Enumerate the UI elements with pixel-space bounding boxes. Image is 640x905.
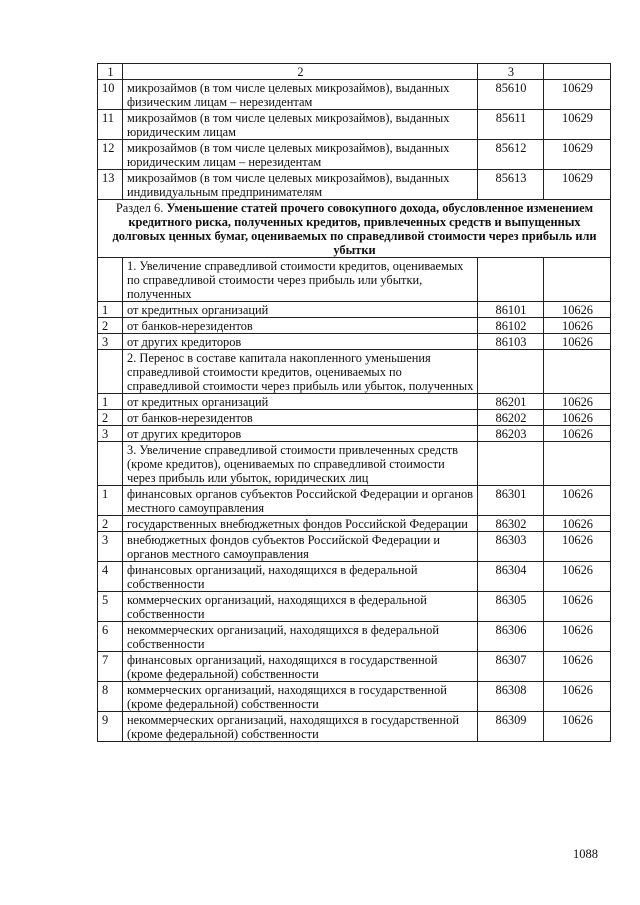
row-description: финансовых организаций, находящихся в государственной (кроме федеральной) собственности [123, 652, 478, 682]
symbol-code: 10626 [544, 302, 611, 318]
table-row [98, 592, 611, 622]
table-row [98, 140, 611, 170]
symbol-code: 10626 [544, 410, 611, 426]
table-row [98, 110, 611, 140]
account-code: 86301 [478, 486, 544, 516]
account-code: 86203 [478, 426, 544, 442]
row-description: государственных внебюджетных фондов Российской Федерации [123, 516, 478, 532]
row-description: коммерческих организаций, находящихся в государственной (кроме федеральной) собственности [123, 682, 478, 712]
symbol-code: 10626 [544, 532, 611, 562]
row-description: финансовых органов субъектов Российской Федерации и органов местного самоуправления [123, 486, 478, 516]
row-number: 9 [98, 712, 123, 742]
table-row [98, 410, 611, 426]
row-number: 1 [98, 302, 123, 318]
row-description: от других кредиторов [123, 426, 478, 442]
symbol-code: 10626 [544, 562, 611, 592]
column-number-1: 1 [98, 64, 123, 80]
symbol-code: 10626 [544, 652, 611, 682]
table-row [98, 712, 611, 742]
table-row [98, 80, 611, 110]
symbol-code: 10626 [544, 622, 611, 652]
section-header-row [98, 200, 611, 258]
account-code: 85612 [478, 140, 544, 170]
empty-cell [478, 350, 544, 394]
row-number: 7 [98, 652, 123, 682]
section-prefix: Раздел 6. [115, 201, 164, 215]
row-description: коммерческих организаций, находящихся в федеральной собственности [123, 592, 478, 622]
accounts-table [97, 63, 611, 742]
empty-cell [98, 350, 123, 394]
table-row [98, 334, 611, 350]
account-code: 86103 [478, 334, 544, 350]
row-number: 2 [98, 410, 123, 426]
column-number-4 [544, 64, 611, 80]
symbol-code: 10626 [544, 426, 611, 442]
table-row [98, 302, 611, 318]
row-number: 5 [98, 592, 123, 622]
symbol-code: 10626 [544, 592, 611, 622]
row-number: 3 [98, 334, 123, 350]
symbol-code: 10626 [544, 394, 611, 410]
symbol-code: 10629 [544, 170, 611, 200]
row-number: 10 [98, 80, 123, 110]
table-row [98, 394, 611, 410]
account-code: 86306 [478, 622, 544, 652]
account-code: 85611 [478, 110, 544, 140]
group-heading: 3. Увеличение справедливой стоимости привлеченных средств (кроме кредитов), оцениваемых по справедливой стоимости через прибыль или убыток, юридических лиц [123, 442, 478, 486]
row-description: микрозаймов (в том числе целевых микрозаймов), выданных юридическим лицам [123, 110, 478, 140]
table-row [98, 516, 611, 532]
symbol-code: 10626 [544, 712, 611, 742]
row-description: внебюджетных фондов субъектов Российской Федерации и органов местного самоуправления [123, 532, 478, 562]
row-number: 6 [98, 622, 123, 652]
row-number: 11 [98, 110, 123, 140]
account-code: 85613 [478, 170, 544, 200]
empty-cell [544, 258, 611, 302]
symbol-code: 10626 [544, 682, 611, 712]
table-row [98, 682, 611, 712]
column-number-2: 2 [123, 64, 478, 80]
row-number: 12 [98, 140, 123, 170]
group-heading-row [98, 258, 611, 302]
row-description: от других кредиторов [123, 334, 478, 350]
symbol-code: 10626 [544, 318, 611, 334]
table-row [98, 170, 611, 200]
account-code: 85610 [478, 80, 544, 110]
row-number: 1 [98, 394, 123, 410]
column-number-row [98, 64, 611, 80]
row-number: 13 [98, 170, 123, 200]
empty-cell [478, 442, 544, 486]
row-number: 2 [98, 516, 123, 532]
symbol-code: 10629 [544, 110, 611, 140]
row-number: 3 [98, 532, 123, 562]
account-code: 86302 [478, 516, 544, 532]
table-row [98, 318, 611, 334]
row-description: от кредитных организаций [123, 394, 478, 410]
symbol-code: 10629 [544, 140, 611, 170]
row-description: некоммерческих организаций, находящихся в государственной (кроме федеральной) собственности [123, 712, 478, 742]
account-code: 86304 [478, 562, 544, 592]
empty-cell [544, 442, 611, 486]
group-heading: 1. Увеличение справедливой стоимости кредитов, оцениваемых по справедливой стоимости через прибыль или убытки, полученных [123, 258, 478, 302]
account-code: 86202 [478, 410, 544, 426]
empty-cell [98, 442, 123, 486]
row-description: микрозаймов (в том числе целевых микрозаймов), выданных индивидуальным предпринимателям [123, 170, 478, 200]
column-number-3: 3 [478, 64, 544, 80]
empty-cell [478, 258, 544, 302]
symbol-code: 10626 [544, 334, 611, 350]
page-number: 1088 [573, 847, 598, 861]
account-code: 86201 [478, 394, 544, 410]
table-row [98, 622, 611, 652]
account-code: 86101 [478, 302, 544, 318]
account-code: 86102 [478, 318, 544, 334]
table-row [98, 652, 611, 682]
row-description: некоммерческих организаций, находящихся в федеральной собственности [123, 622, 478, 652]
row-number: 1 [98, 486, 123, 516]
table-row [98, 486, 611, 516]
symbol-code: 10629 [544, 80, 611, 110]
empty-cell [98, 258, 123, 302]
account-code: 86308 [478, 682, 544, 712]
row-description: микрозаймов (в том числе целевых микрозаймов), выданных юридическим лицам – нерезидентам [123, 140, 478, 170]
row-number: 2 [98, 318, 123, 334]
symbol-code: 10626 [544, 486, 611, 516]
row-number: 4 [98, 562, 123, 592]
group-heading-row [98, 442, 611, 486]
row-description: микрозаймов (в том числе целевых микрозаймов), выданных физическим лицам – нерезидентам [123, 80, 478, 110]
group-heading-row [98, 350, 611, 394]
row-description: финансовых организаций, находящихся в федеральной собственности [123, 562, 478, 592]
account-code: 86305 [478, 592, 544, 622]
account-code: 86303 [478, 532, 544, 562]
empty-cell [544, 350, 611, 394]
row-number: 8 [98, 682, 123, 712]
row-description: от банков-нерезидентов [123, 410, 478, 426]
table-row [98, 426, 611, 442]
section-heading [98, 200, 611, 258]
symbol-code: 10626 [544, 516, 611, 532]
row-number: 3 [98, 426, 123, 442]
account-code: 86307 [478, 652, 544, 682]
group-heading: 2. Перенос в составе капитала накопленного уменьшения справедливой стоимости кредитов, оцениваемых по справедливой стоимости через прибыль или убыток, полученных [123, 350, 478, 394]
table-row [98, 562, 611, 592]
row-description: от банков-нерезидентов [123, 318, 478, 334]
section-title: Уменьшение статей прочего совокупного дохода, обусловленное изменением кредитного риска, полученных кредитов, привлеченных средств и выпущенных долговых ценных бумаг, оцениваемых по справедливой стоимости через прибыль или убытки [112, 201, 597, 257]
table-row [98, 532, 611, 562]
account-code: 86309 [478, 712, 544, 742]
row-description: от кредитных организаций [123, 302, 478, 318]
